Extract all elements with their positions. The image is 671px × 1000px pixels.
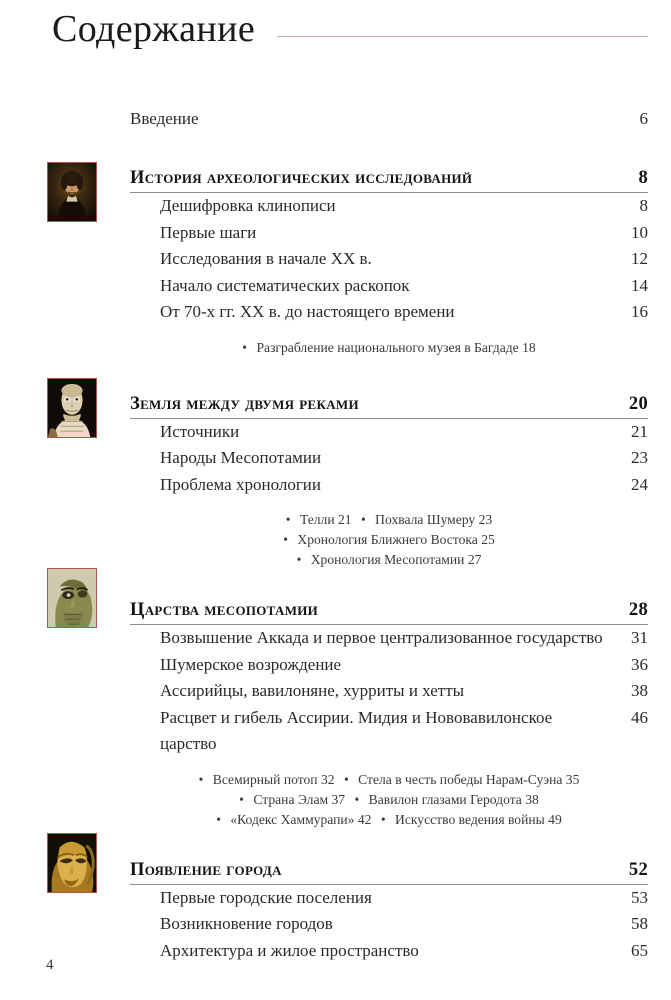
toc-entry-page: 6: [639, 109, 648, 128]
toc-section-header[interactable]: [130, 166, 648, 193]
toc-sidebar-item[interactable]: Всемирный потоп 32: [212, 771, 335, 787]
toc-subentry-label: От 70-х гг. XX в. до настоящего времени: [160, 302, 455, 321]
toc-subentry[interactable]: [160, 885, 648, 912]
toc-section-page: 20: [628, 393, 648, 414]
toc-subentry-page: 31: [631, 628, 648, 647]
toc-section-header[interactable]: [130, 598, 648, 625]
toc-subentry[interactable]: [160, 193, 648, 220]
toc-section-title: Земля между двумя реками: [130, 393, 359, 414]
toc-subentry-label: Проблема хронологии: [160, 474, 321, 494]
toc-subentry[interactable]: [160, 652, 648, 679]
toc-subentry-page: 23: [631, 448, 648, 467]
bullet-icon: •: [380, 811, 386, 827]
toc-section: [0, 598, 671, 830]
toc-subentry-page: 10: [631, 222, 648, 242]
toc-section-page: 8: [638, 168, 648, 188]
toc-subentry-label: Источники: [160, 421, 240, 441]
toc-sidebar-line: [130, 550, 648, 570]
toc-subentry-label: Возникновение городов: [160, 914, 333, 933]
toc-section-page: 52: [628, 859, 648, 880]
portrait-thumbnail-art: [48, 163, 96, 221]
toc-sidebar-list: [130, 770, 648, 830]
bullet-icon: •: [354, 791, 360, 807]
bullet-icon: •: [239, 791, 244, 807]
toc-section-header[interactable]: [130, 392, 648, 419]
toc-subentry[interactable]: [160, 246, 648, 273]
toc-subentry-page: 16: [631, 302, 648, 321]
toc-subentry-label: Архитектура и жилое пространство: [160, 940, 419, 960]
bullet-icon: •: [296, 552, 302, 567]
toc-sidebar-list: [130, 338, 648, 358]
toc-subentry-page: 53: [631, 887, 648, 907]
toc-section-title: Появление города: [130, 859, 282, 880]
toc-section-header[interactable]: [130, 858, 648, 885]
toc-subentry-label: Возвышение Аккада и первое централизованное государство: [160, 628, 603, 647]
toc-subentry[interactable]: [160, 705, 648, 758]
toc-subentry[interactable]: [160, 472, 648, 499]
toc-subentry[interactable]: [160, 445, 648, 472]
toc-subentry-label: Шумерское возрождение: [160, 654, 342, 674]
bullet-icon: •: [242, 339, 248, 355]
golden-mask-thumbnail: [47, 833, 97, 893]
bullet-icon: •: [198, 771, 204, 787]
toc-sidebar-list: [130, 510, 648, 570]
toc-sidebar-item[interactable]: Похвала Шумеру 23: [375, 512, 493, 527]
toc-section-page: 28: [628, 600, 648, 620]
toc-subentry-page: 8: [639, 196, 648, 215]
sumerian-statue-thumbnail: [47, 378, 97, 438]
toc-subentry-label: Народы Месопотамии: [160, 448, 322, 467]
toc-sidebar-item[interactable]: Разграбление национального музея в Багдаде 18: [256, 339, 536, 355]
folio-page-number: 4: [46, 957, 54, 973]
toc-sidebar-line: [130, 338, 648, 358]
toc-section: [0, 166, 671, 358]
toc-sidebar-line: [130, 790, 648, 810]
bullet-icon: •: [216, 811, 221, 827]
bullet-icon: •: [283, 532, 288, 547]
toc-subentry-page: 65: [631, 940, 648, 960]
toc-subentry[interactable]: [160, 678, 648, 705]
toc-subentry-label: Первые городские поселения: [160, 887, 372, 907]
bronze-head-thumbnail: [47, 568, 97, 628]
toc-subentry-page: 38: [631, 681, 648, 700]
portrait-thumbnail: [47, 162, 97, 222]
toc-subentry[interactable]: [160, 938, 648, 965]
toc-sidebar-item[interactable]: Хронология Ближнего Востока 25: [297, 532, 495, 547]
toc-subentry[interactable]: [160, 299, 648, 326]
toc-section-title: История археологических исследований: [130, 168, 473, 188]
bullet-icon: •: [285, 512, 291, 527]
toc-sidebar-item[interactable]: Телли 21: [299, 512, 352, 527]
toc-subentry-page: 14: [631, 275, 648, 295]
toc-subentry-page: 24: [631, 474, 648, 494]
title-rule: [277, 36, 648, 37]
table-of-contents: [0, 106, 671, 964]
toc-sidebar-item[interactable]: Искусство ведения войны 49: [395, 811, 562, 827]
toc-subentry-label: Дешифровка клинописи: [160, 196, 336, 215]
toc-subentry[interactable]: [160, 419, 648, 446]
toc-sidebar-line: [130, 510, 648, 530]
toc-sidebar-item[interactable]: Стела в честь победы Нарам-Суэна 35: [358, 771, 580, 787]
toc-entry-label: Введение: [130, 109, 199, 128]
toc-sidebar-line: [130, 530, 648, 550]
toc-section-title: Царства месопотамии: [130, 600, 319, 620]
toc-subentry[interactable]: [160, 911, 648, 938]
page-title: Содержание: [52, 8, 256, 50]
golden-mask-thumbnail-art: [48, 834, 96, 892]
bullet-icon: •: [361, 512, 366, 527]
toc-subentry-page: 21: [631, 421, 648, 441]
toc-sidebar-item[interactable]: Хронология Месопотамии 27: [310, 552, 482, 567]
toc-subentry[interactable]: [160, 273, 648, 300]
page-header: [0, 0, 671, 66]
toc-subentry-label: Расцвет и гибель Ассирии. Мидия и Нововавилонское царство: [160, 707, 553, 753]
toc-subentry-page: 46: [631, 707, 648, 727]
toc-sidebar-item[interactable]: «Кодекс Хаммурапи» 42: [230, 811, 372, 827]
toc-subentry[interactable]: [160, 625, 648, 652]
toc-sidebar-item[interactable]: Страна Элам 37: [253, 791, 346, 807]
toc-subentry-label: Начало систематических раскопок: [160, 275, 410, 295]
toc-subentry-label: Ассирийцы, вавилоняне, хурриты и хетты: [160, 681, 465, 700]
toc-subentry-page: 58: [631, 914, 648, 933]
toc-entry-intro[interactable]: [130, 106, 648, 132]
toc-sidebar-item[interactable]: Вавилон глазами Геродота 38: [368, 791, 539, 807]
sumerian-statue-thumbnail-art: [48, 379, 96, 437]
toc-subentry-page: 12: [631, 249, 648, 268]
bronze-head-thumbnail-art: [48, 569, 96, 627]
toc-subentry[interactable]: [160, 220, 648, 247]
toc-section: [0, 392, 671, 571]
toc-sidebar-line: [130, 770, 648, 790]
toc-section: [0, 858, 671, 965]
toc-subentry-label: Первые шаги: [160, 222, 257, 242]
bullet-icon: •: [343, 771, 349, 787]
toc-subentry-label: Исследования в начале XX в.: [160, 249, 372, 268]
toc-subentry-page: 36: [631, 654, 648, 674]
toc-sidebar-line: [130, 810, 648, 830]
